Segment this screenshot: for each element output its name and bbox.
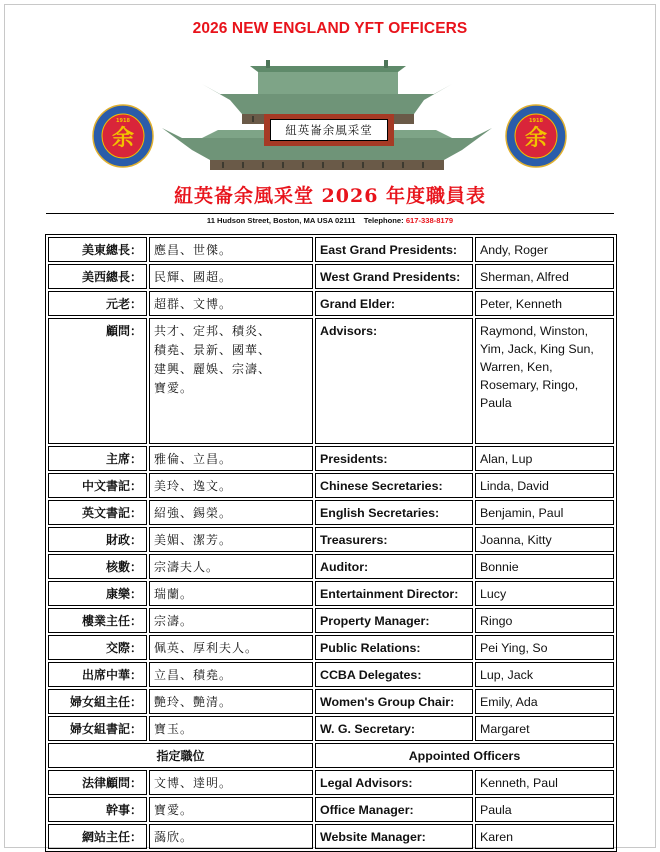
english-names: Alan, Lup bbox=[475, 446, 614, 471]
english-names-line: Paula bbox=[480, 396, 512, 410]
english-names: Karen bbox=[475, 824, 614, 849]
association-emblem-right bbox=[505, 104, 567, 168]
table-row bbox=[48, 608, 614, 633]
english-position: CCBA Delegates: bbox=[315, 662, 473, 687]
english-position: Auditor: bbox=[315, 554, 473, 579]
english-position: Grand Elder: bbox=[315, 291, 473, 316]
chinese-names: 寶愛。 bbox=[149, 797, 313, 822]
chinese-names-line: 寶愛。 bbox=[154, 381, 194, 395]
telephone-number: 617-338-8179 bbox=[405, 216, 454, 225]
chinese-subtitle: 紐英崙余風采堂 2026 年度職員表 bbox=[173, 185, 487, 207]
table-row bbox=[48, 264, 614, 289]
english-position: W. G. Secretary: bbox=[315, 716, 473, 741]
english-position: English Secretaries: bbox=[315, 500, 473, 525]
english-names: Bonnie bbox=[475, 554, 614, 579]
english-position: Advisors: bbox=[315, 318, 473, 444]
table-row bbox=[48, 500, 614, 525]
emblem-char: 余 bbox=[524, 125, 548, 151]
chinese-names-line: 共才、定邦、積炎、 bbox=[154, 324, 272, 338]
english-names: Paula bbox=[475, 797, 614, 822]
table-row bbox=[48, 662, 614, 687]
hall-name-text: 紐英崙余風采堂 bbox=[270, 119, 388, 141]
english-position: Legal Advisors: bbox=[315, 770, 473, 795]
english-position: Property Manager: bbox=[315, 608, 473, 633]
chinese-position: 康樂： bbox=[48, 581, 147, 606]
english-position: Website Manager: bbox=[315, 824, 473, 849]
english-names: Peter, Kenneth bbox=[475, 291, 614, 316]
chinese-names: 美媚、潔芳。 bbox=[149, 527, 313, 552]
english-names-line: Rosemary, Ringo, bbox=[480, 378, 579, 392]
english-names: Benjamin, Paul bbox=[475, 500, 614, 525]
chinese-position: 主席： bbox=[48, 446, 147, 471]
chinese-position: 出席中華： bbox=[48, 662, 147, 687]
chinese-position: 美東總長： bbox=[48, 237, 147, 262]
chinese-position: 幹事： bbox=[48, 797, 147, 822]
english-names: Kenneth, Paul bbox=[475, 770, 614, 795]
chinese-position: 網站主任： bbox=[48, 824, 147, 849]
address-line bbox=[0, 216, 660, 225]
chinese-names: 美玲、逸文。 bbox=[149, 473, 313, 498]
table-row bbox=[48, 770, 614, 795]
page-title: 2026 NEW ENGLAND YFT OFFICERS bbox=[192, 20, 468, 37]
chinese-names: 佩英、厚利夫人。 bbox=[149, 635, 313, 660]
english-names: Sherman, Alfred bbox=[475, 264, 614, 289]
table-row bbox=[48, 716, 614, 741]
table-row bbox=[48, 797, 614, 822]
english-names: Lup, Jack bbox=[475, 662, 614, 687]
chinese-names: 瑞蘭。 bbox=[149, 581, 313, 606]
chinese-position: 樓業主任： bbox=[48, 608, 147, 633]
telephone-label: Telephone: bbox=[363, 216, 406, 225]
english-names: Linda, David bbox=[475, 473, 614, 498]
english-position: Treasurers: bbox=[315, 527, 473, 552]
chinese-names: 寶玉。 bbox=[149, 716, 313, 741]
english-names bbox=[475, 318, 614, 444]
chinese-names: 民輝、國超。 bbox=[149, 264, 313, 289]
chinese-names: 艷玲、艷清。 bbox=[149, 689, 313, 714]
chinese-names-line: 建興、麗娛、宗濤、 bbox=[154, 362, 272, 376]
emblem-year: 1918 bbox=[529, 118, 543, 124]
chinese-names-line: 積堯、景新、國華、 bbox=[154, 343, 272, 357]
table-row bbox=[48, 473, 614, 498]
appointed-heading-chinese: 指定職位 bbox=[48, 743, 313, 768]
table-row bbox=[48, 554, 614, 579]
chinese-names: 紹強、錫榮。 bbox=[149, 500, 313, 525]
appointed-heading-english: Appointed Officers bbox=[315, 743, 614, 768]
chinese-position: 英文書記： bbox=[48, 500, 147, 525]
chinese-position: 中文書記： bbox=[48, 473, 147, 498]
english-names: Emily, Ada bbox=[475, 689, 614, 714]
table-row bbox=[48, 581, 614, 606]
chinese-names: 超群、文博。 bbox=[149, 291, 313, 316]
chinese-position: 婦女組主任： bbox=[48, 689, 147, 714]
chinese-position: 婦女組書記： bbox=[48, 716, 147, 741]
english-names: Andy, Roger bbox=[475, 237, 614, 262]
table-row bbox=[48, 291, 614, 316]
english-position: Entertainment Director: bbox=[315, 581, 473, 606]
english-position: Women's Group Chair: bbox=[315, 689, 473, 714]
table-row bbox=[48, 689, 614, 714]
english-names: Lucy bbox=[475, 581, 614, 606]
english-position: West Grand Presidents: bbox=[315, 264, 473, 289]
chinese-position: 顧問： bbox=[48, 318, 147, 444]
english-names: Margaret bbox=[475, 716, 614, 741]
english-names-line: Yim, Jack, King Sun, bbox=[480, 342, 594, 356]
association-emblem-left bbox=[92, 104, 154, 168]
table-row bbox=[48, 318, 614, 444]
english-names: Ringo bbox=[475, 608, 614, 633]
emblem-char: 余 bbox=[111, 125, 135, 151]
chinese-names: 宗濤夫人。 bbox=[149, 554, 313, 579]
table-row bbox=[48, 824, 614, 849]
chinese-position: 財政： bbox=[48, 527, 147, 552]
street-address: 11 Hudson Street, Boston, MA USA 02111 bbox=[206, 216, 356, 225]
chinese-names: 雅倫、立昌。 bbox=[149, 446, 313, 471]
english-position: East Grand Presidents: bbox=[315, 237, 473, 262]
chinese-names: 應昌、世傑。 bbox=[149, 237, 313, 262]
chinese-names: 立昌、積堯。 bbox=[149, 662, 313, 687]
chinese-position: 法律顧問： bbox=[48, 770, 147, 795]
chinese-position: 元老： bbox=[48, 291, 147, 316]
english-position: Public Relations: bbox=[315, 635, 473, 660]
chinese-names: 文博、達明。 bbox=[149, 770, 313, 795]
table-row bbox=[48, 446, 614, 471]
table-row bbox=[48, 527, 614, 552]
english-names-line: Warren, Ken, bbox=[480, 360, 553, 374]
english-names-line: Raymond, Winston, bbox=[480, 324, 589, 338]
table-row bbox=[48, 237, 614, 262]
english-position: Office Manager: bbox=[315, 797, 473, 822]
english-names: Pei Ying, So bbox=[475, 635, 614, 660]
chinese-names: 宗濤。 bbox=[149, 608, 313, 633]
english-position: Chinese Secretaries: bbox=[315, 473, 473, 498]
emblem-year: 1918 bbox=[116, 118, 130, 124]
chinese-names bbox=[149, 318, 313, 444]
chinese-position: 核數： bbox=[48, 554, 147, 579]
chinese-position: 交際： bbox=[48, 635, 147, 660]
chinese-names: 藹欣。 bbox=[149, 824, 313, 849]
english-names: Joanna, Kitty bbox=[475, 527, 614, 552]
divider-line bbox=[46, 213, 614, 214]
english-position: Presidents: bbox=[315, 446, 473, 471]
appointed-section-header bbox=[48, 743, 614, 768]
chinese-position: 美西總長： bbox=[48, 264, 147, 289]
officers-table bbox=[45, 234, 617, 852]
table-row bbox=[48, 635, 614, 660]
hall-name-plaque bbox=[264, 114, 394, 146]
